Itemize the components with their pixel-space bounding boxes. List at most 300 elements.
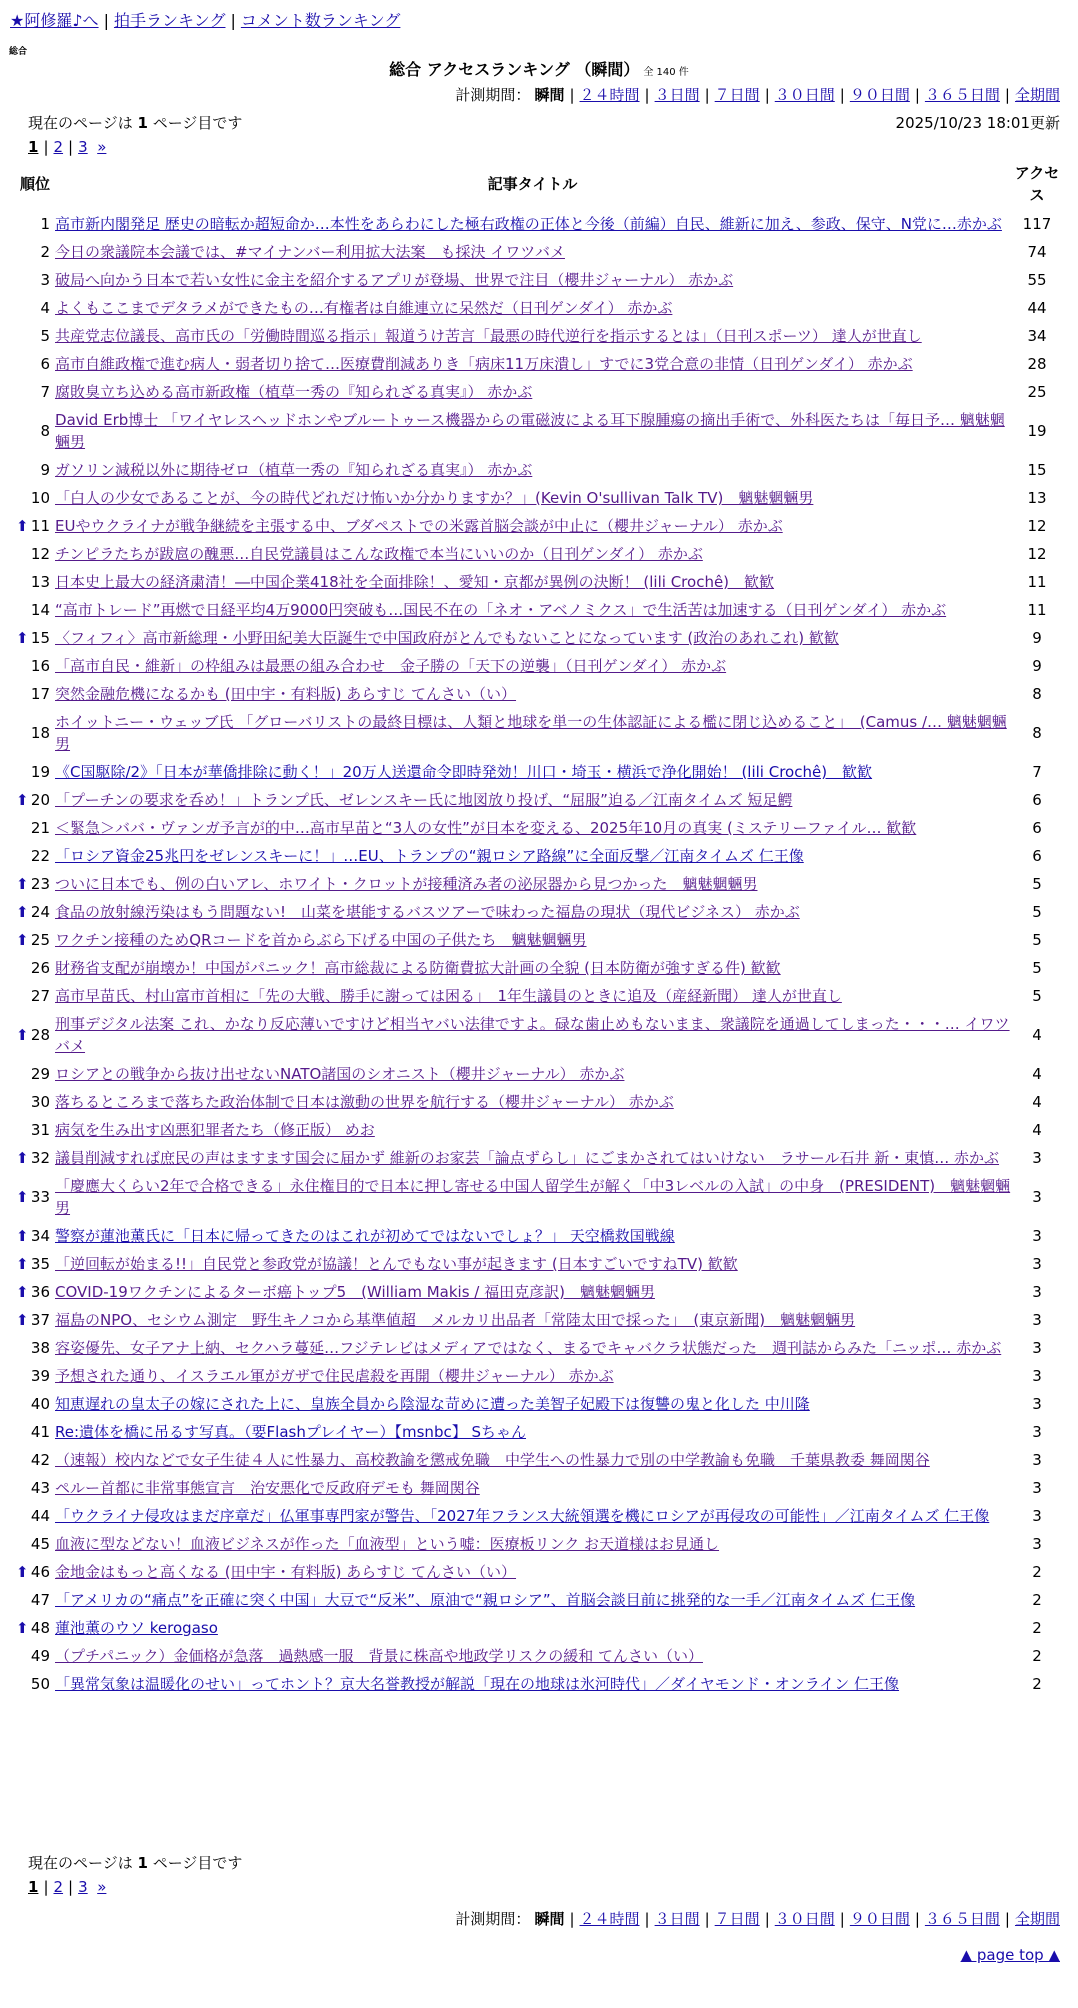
access-count: 2: [1032, 1675, 1042, 1693]
rank-change-cell: [16, 540, 28, 568]
article-link[interactable]: 〈フィフィ〉高市新総理・小野田紀美大臣誕生で中国政府がとんでもないことになっています (政治のあれこれ) 歓歓: [55, 629, 839, 647]
rank-change-cell: [16, 1642, 28, 1670]
access-count: 6: [1032, 847, 1042, 865]
table-row: [16, 1306, 1062, 1334]
title-cell: [53, 1250, 1012, 1278]
rank-number: 2: [40, 243, 51, 261]
up-arrow-icon: ⬆: [16, 1283, 29, 1301]
article-link[interactable]: “高市トレード”再燃で日経平均4万9000円突破も…国民不在の「ネオ・アベノミクス」で生活苦は加速する（日刊ゲンダイ） 赤かぶ: [55, 601, 947, 619]
access-count: 3: [1032, 1395, 1042, 1413]
access-count: 3: [1032, 1535, 1042, 1553]
title-cell: [53, 1278, 1012, 1306]
rank-change-cell: [16, 982, 28, 1010]
table-row: [16, 870, 1062, 898]
article-link[interactable]: 突然金融危機になるかも (田中宇・有料版) あらすじ てんさい（い）: [55, 685, 517, 703]
period-link-30d[interactable]: ３０日間: [774, 1910, 835, 1928]
article-link[interactable]: 食品の放射線汚染はもう問題ない! 山菜を堪能するバスツアーで味わった福島の現状（現代ビジネス） 赤かぶ: [55, 903, 800, 921]
article-link[interactable]: 蓮池薫のウソ kerogaso: [55, 1619, 218, 1637]
category-label: 総合: [9, 47, 28, 57]
rank-number: 28: [30, 1026, 51, 1044]
article-link[interactable]: 「ウクライナ侵攻はまだ序章だ」仏軍事専門家が警告、「2027年フランス大統領選を機にロシアが再侵攻の可能性」／江南タイムズ 仁王像: [55, 1507, 990, 1525]
table-row: [16, 512, 1062, 540]
table-row: [16, 266, 1062, 294]
rank-number: 9: [40, 461, 51, 479]
up-arrow-icon: ⬆: [16, 875, 29, 893]
article-link[interactable]: 病気を生み出す凶悪犯罪者たち（修正版） めお: [55, 1121, 375, 1139]
pager-current[interactable]: 1: [28, 138, 39, 156]
period-link-365d[interactable]: ３６５日間: [924, 86, 1000, 104]
title-cell: [53, 680, 1012, 708]
period-current: 瞬間: [534, 1910, 565, 1928]
article-link[interactable]: 高市新内閣発足 歴史の暗転か超短命か…本性をあらわにした極右政権の正体と今後（前編）自民、維新に加え、参政、保守、N党に…赤かぶ: [55, 215, 1002, 233]
article-link[interactable]: ペルー首都に非常事態宣言 治安悪化で反政府デモも 舞岡関谷: [55, 1479, 480, 1497]
period-link-all[interactable]: 全期間: [1014, 1910, 1060, 1928]
table-row: [16, 1172, 1062, 1222]
header-rank: 順位: [20, 175, 51, 193]
table-row: [16, 210, 1062, 238]
rank-number: 47: [30, 1591, 51, 1609]
table-row: [16, 1060, 1062, 1088]
table-row: [16, 954, 1062, 982]
rank-number: 30: [30, 1093, 51, 1111]
rank-change-cell: [16, 266, 28, 294]
article-link[interactable]: 《C国駆除/2》「日本が華僑排除に動く！」20万人送還命令即時発効！川口・埼玉・横浜で浄化開始！ (lili Crochê) 歓歓: [55, 763, 873, 781]
article-link[interactable]: 破局へ向かう日本で若い女性に金主を紹介するアプリが登場、世界で注目（櫻井ジャーナル） 赤かぶ: [55, 271, 734, 289]
article-link[interactable]: 「異常気象は温暖化のせい」ってホント？京大名誉教授が解説「現在の地球は氷河時代」／ダイヤモンド・オンライン 仁王像: [55, 1675, 900, 1693]
title-cell: [53, 708, 1012, 758]
up-arrow-icon: ⬆: [16, 1563, 29, 1581]
period-link-7d[interactable]: ７日間: [714, 86, 760, 104]
article-link[interactable]: Re:遺体を橋に吊るす写真。（要Flashプレイヤー）【msnbc】 Sちゃん: [55, 1423, 526, 1441]
rank-change-cell: [16, 484, 28, 512]
rank-number: 46: [30, 1563, 51, 1581]
title-cell: [53, 1088, 1012, 1116]
rank-number: 1: [40, 215, 51, 233]
access-count: 28: [1027, 355, 1047, 373]
rank-number: 48: [30, 1619, 51, 1637]
title-cell: [53, 758, 1012, 786]
nav-separator: |: [230, 11, 236, 30]
title-cell: [53, 1144, 1012, 1172]
up-arrow-icon: ⬆: [16, 1227, 29, 1245]
rank-number: 38: [30, 1339, 51, 1357]
access-count: 13: [1027, 489, 1047, 507]
access-count: 5: [1032, 987, 1042, 1005]
table-row: [16, 926, 1062, 954]
article-link[interactable]: 今日の衆議院本会議では、#マイナンバー利用拡大法案 も採決 イワツバメ: [55, 243, 565, 261]
access-count: 9: [1032, 657, 1042, 675]
nav-link-comment-ranking[interactable]: コメント数ランキング: [240, 11, 401, 30]
rank-number: 37: [30, 1311, 51, 1329]
title-cell: [53, 926, 1012, 954]
table-row: [16, 540, 1062, 568]
article-link[interactable]: 金地金はもっと高くなる (田中宇・有料版) あらすじ てんさい（い）: [55, 1563, 517, 1581]
table-row: [16, 1614, 1062, 1642]
title-cell: [53, 814, 1012, 842]
rank-number: 22: [30, 847, 51, 865]
access-count: 34: [1027, 327, 1047, 345]
table-row: [16, 568, 1062, 596]
table-row: [16, 1418, 1062, 1446]
access-count: 6: [1032, 791, 1042, 809]
title-cell: [53, 1010, 1012, 1060]
rank-number: 6: [40, 355, 51, 373]
rank-number: 11: [30, 517, 51, 535]
article-link[interactable]: ついに日本でも、例の白いアレ、ホワイト・クロットが接種済み者の泌尿器から見つかった 魑魅魍魎男: [55, 875, 758, 893]
period-link-90d[interactable]: ９０日間: [849, 1910, 910, 1928]
rank-number: 5: [40, 327, 51, 345]
table-row: [16, 1088, 1062, 1116]
article-link[interactable]: 議員削減すれば庶民の声はますます国会に届かず 維新のお家芸「論点ずらし」にごまかされてはいけない ラサール石井 新・東慎… 赤かぶ: [55, 1149, 1000, 1167]
up-arrow-icon: ⬆: [16, 1149, 29, 1167]
article-link[interactable]: 警察が蓮池薫氏に「日本に帰ってきたのはこれが初めてではないでしょ？」 天空橋救国戦線: [55, 1227, 675, 1245]
period-label: 計測期間：: [455, 1910, 531, 1928]
title-cell: [53, 898, 1012, 926]
rank-number: 34: [30, 1227, 51, 1245]
rank-number: 43: [30, 1479, 51, 1497]
table-row: [16, 758, 1062, 786]
up-arrow-icon: ⬆: [16, 1255, 29, 1273]
table-row: [16, 1390, 1062, 1418]
table-header-row: [16, 158, 1062, 210]
article-link[interactable]: EUやウクライナが戦争継続を主張する中、ブダペストでの米露首脳会談が中止に（櫻井ジャーナル） 赤かぶ: [55, 517, 783, 535]
rank-number: 23: [30, 875, 51, 893]
rank-change-cell: [16, 1362, 28, 1390]
table-row: [16, 350, 1062, 378]
table-row: [16, 1474, 1062, 1502]
rank-number: 20: [30, 791, 51, 809]
article-link[interactable]: 「プーチンの要求を呑め！」トランプ氏、ゼレンスキー氏に地図放り投げ、“屈服”迫る／江南タイムズ 短足鰐: [55, 791, 793, 809]
access-count: 2: [1032, 1591, 1042, 1609]
table-row: [16, 1446, 1062, 1474]
up-arrow-icon: ⬆: [16, 1026, 29, 1044]
pager-page-3[interactable]: 3: [78, 138, 88, 156]
article-link[interactable]: 共産党志位議長、高市氏の「労働時間巡る指示」報道うけ苦言「最悪の時代逆行を指示するとは」（日刊スポーツ） 達人が世直し: [55, 327, 922, 345]
access-count: 3: [1032, 1339, 1042, 1357]
article-link[interactable]: ガソリン減税以外に期待ゼロ（植草一秀の『知られざる真実』） 赤かぶ: [55, 461, 533, 479]
article-link[interactable]: 落ちるところまで落ちた政治体制で日本は激動の世界を航行する（櫻井ジャーナル） 赤かぶ: [55, 1093, 674, 1111]
rank-change-cell: [16, 210, 28, 238]
rank-number: 17: [30, 685, 51, 703]
up-arrow-icon: ⬆: [16, 1311, 29, 1329]
period-link-90d[interactable]: ９０日間: [849, 86, 910, 104]
rank-change-cell: [16, 1088, 28, 1116]
access-count: 4: [1032, 1093, 1042, 1111]
title-cell: [53, 870, 1012, 898]
title-cell: [53, 786, 1012, 814]
rank-number: 50: [30, 1675, 51, 1693]
article-link[interactable]: 腐敗臭立ち込める高市新政権（植草一秀の『知られざる真実』） 赤かぶ: [55, 383, 533, 401]
rank-number: 29: [30, 1065, 51, 1083]
rank-change-cell: [16, 350, 28, 378]
up-arrow-icon: ⬆: [16, 1188, 29, 1206]
table-row: [16, 1642, 1062, 1670]
article-link[interactable]: ホイットニー・ウェッブ氏 「グローバリストの最終目標は、人類と地球を単一の生体認証による檻に閉じ込めること」 (Camus /… 魑魅魍魎男: [55, 713, 1007, 753]
access-count: 3: [1032, 1367, 1042, 1385]
title-cell: [53, 540, 1012, 568]
article-link[interactable]: 高市早苗氏、村山富市首相に「先の大戦、勝手に謝っては困る」 1年生議員のときに追及（産経新聞） 達人が世直し: [55, 987, 842, 1005]
title-cell: [53, 512, 1012, 540]
access-count: 3: [1032, 1149, 1042, 1167]
period-selector-top: 計測期間： 瞬間 | ２４時間 | ３日間 | ７日間 | ３０日間 | ９０日間 | ３６５日間 | 全期間: [455, 86, 1060, 104]
title-cell: [53, 238, 1012, 266]
title-cell: [53, 652, 1012, 680]
rank-change-cell: [16, 708, 28, 758]
up-arrow-icon: ⬆: [16, 517, 29, 535]
title-cell: [53, 484, 1012, 512]
article-link[interactable]: 「高市自民・維新」の枠組みは最悪の組み合わせ 金子勝の「天下の逆襲」（日刊ゲンダイ） 赤かぶ: [55, 657, 727, 675]
rank-number: 31: [30, 1121, 51, 1139]
period-link-365d[interactable]: ３６５日間: [924, 1910, 1000, 1928]
rank-number: 35: [30, 1255, 51, 1273]
access-count: 2: [1032, 1647, 1042, 1665]
title-cell: [53, 406, 1012, 456]
table-row: [16, 842, 1062, 870]
rank-number: 7: [40, 383, 51, 401]
title-cell: [53, 1558, 1012, 1586]
access-count: 15: [1027, 461, 1047, 479]
table-row: [16, 1250, 1062, 1278]
article-link[interactable]: 容姿優先、女子アナ上納、セクハラ蔓延…フジテレビはメディアではなく、まるでキャバクラ状態だった 週刊誌からみた「ニッポ… 赤かぶ: [55, 1339, 1002, 1357]
title-cell: [53, 954, 1012, 982]
period-link-24h[interactable]: ２４時間: [579, 1910, 640, 1928]
access-count: 2: [1032, 1563, 1042, 1581]
rank-change-cell: [16, 758, 28, 786]
table-row: [16, 1558, 1062, 1586]
rank-number: 49: [30, 1647, 51, 1665]
article-link[interactable]: 予想された通り、イスラエル軍がガザで住民虐殺を再開（櫻井ジャーナル） 赤かぶ: [55, 1367, 614, 1385]
rank-number: 10: [30, 489, 51, 507]
rank-number: 25: [30, 931, 51, 949]
article-link[interactable]: David Erb博士 「ワイヤレスヘッドホンやブルートゥース機器からの電磁波による耳下腺腫瘍の摘出手術で、外科医たちは「毎日予… 魑魅魍魎男: [55, 411, 1005, 451]
article-link[interactable]: チンピラたちが跋扈の醜悪…自民党議員はこんな政権で本当にいいのか（日刊ゲンダイ） 赤かぶ: [55, 545, 703, 563]
pager-next[interactable]: »: [97, 138, 107, 156]
access-count: 3: [1032, 1188, 1042, 1206]
ranking-table: [16, 158, 1062, 1698]
up-arrow-icon: ⬆: [16, 903, 29, 921]
article-link[interactable]: 血液に型などない！血液ビジネスが作った「血液型」という嘘：医療板リンク お天道様はお見通し: [55, 1535, 720, 1553]
period-link-30d[interactable]: ３０日間: [774, 86, 835, 104]
period-current: 瞬間: [534, 86, 565, 104]
access-count: 74: [1027, 243, 1047, 261]
total-count: 全 140 件: [643, 67, 689, 78]
table-row: [16, 1278, 1062, 1306]
top-nav: [10, 9, 400, 33]
page-top-link[interactable]: ▲ page top ▲: [960, 1946, 1060, 1964]
rank-number: 27: [30, 987, 51, 1005]
title-cell: [53, 210, 1012, 238]
access-count: 12: [1027, 545, 1047, 563]
access-count: 117: [1022, 215, 1052, 233]
rank-change-cell: [16, 1670, 28, 1698]
article-link[interactable]: 日本史上最大の経済粛清！―中国企業418社を全面排除！、愛知・京都が異例の決断！ (lili Crochê) 歓歓: [55, 573, 775, 591]
rank-change-cell: [16, 238, 28, 266]
table-row: [16, 1334, 1062, 1362]
nav-link-asyura[interactable]: ★阿修羅♪へ: [10, 11, 99, 30]
period-link-7d[interactable]: ７日間: [714, 1910, 760, 1928]
ranking-heading: [0, 60, 1078, 83]
access-count: 11: [1027, 573, 1047, 591]
article-link[interactable]: 「白人の少女であることが、今の時代どれだけ怖いか分かりますか？」(Kevin O'sullivan Talk TV) 魑魅魍魎男: [55, 489, 814, 507]
article-link[interactable]: 高市自維政権で進む病人・弱者切り捨て…医療費削減ありき「病床11万床潰し」すでに3党合意の非情（日刊ゲンダイ） 赤かぶ: [55, 355, 913, 373]
table-row: [16, 294, 1062, 322]
rank-number: 19: [30, 763, 51, 781]
article-link[interactable]: ロシアとの戦争から抜け出せないNATO諸国のシオニスト（櫻井ジャーナル） 赤かぶ: [55, 1065, 625, 1083]
rank-change-cell: [16, 1116, 28, 1144]
article-link[interactable]: 「慶應大くらい2年で合格できる」永住権目的で日本に押し寄せる中国人留学生が解く「中3レベルの入試」の中身 (PRESIDENT) 魑魅魍魎男: [55, 1177, 1011, 1217]
pager-next[interactable]: »: [97, 1878, 107, 1896]
title-cell: [53, 266, 1012, 294]
rank-number: 26: [30, 959, 51, 977]
access-count: 6: [1032, 819, 1042, 837]
access-count: 9: [1032, 629, 1042, 647]
article-link[interactable]: （プチパニック）金価格が急落 過熱感一服 背景に株高や地政学リスクの緩和 てんさい（い）: [55, 1647, 703, 1665]
title-cell: [53, 1172, 1012, 1222]
rank-change-cell: [16, 294, 28, 322]
rank-number: 33: [30, 1188, 51, 1206]
title-cell: [53, 1306, 1012, 1334]
access-count: 3: [1032, 1507, 1042, 1525]
article-link[interactable]: （速報）校内などで女子生徒４人に性暴力、高校教諭を懲戒免職 中学生への性暴力で別の中学教諭も免職 千葉県教委 舞岡関谷: [55, 1451, 930, 1469]
table-row: [16, 786, 1062, 814]
access-count: 3: [1032, 1479, 1042, 1497]
article-link[interactable]: 「逆回転が始まる!!」自民党と参政党が協議！とんでもない事が起きます (日本すごいですねTV) 歓歓: [55, 1255, 738, 1273]
title-cell: [53, 1670, 1012, 1698]
rank-change-cell: [16, 1474, 28, 1502]
access-count: 12: [1027, 517, 1047, 535]
table-row: [16, 1502, 1062, 1530]
rank-number: 21: [30, 819, 51, 837]
ranking-rows: [16, 210, 1062, 1698]
rank-change-cell: [16, 814, 28, 842]
rank-number: 8: [40, 422, 51, 440]
title-cell: [53, 1530, 1012, 1558]
title-cell: [53, 1502, 1012, 1530]
title-cell: [53, 1334, 1012, 1362]
rank-change-cell: [16, 596, 28, 624]
access-count: 5: [1032, 931, 1042, 949]
rank-change-cell: [16, 652, 28, 680]
access-count: 5: [1032, 903, 1042, 921]
rank-number: 40: [30, 1395, 51, 1413]
period-link-24h[interactable]: ２４時間: [579, 86, 640, 104]
access-count: 3: [1032, 1311, 1042, 1329]
access-count: 4: [1032, 1121, 1042, 1139]
table-row: [16, 1144, 1062, 1172]
article-link[interactable]: 刑事デジタル法案 これ、かなり反応薄いですけど相当ヤバい法律ですよ。碌な歯止めもないまま、衆議院を通過してしまった・・・… イワツバメ: [55, 1015, 1010, 1055]
title-cell: [53, 456, 1012, 484]
rank-change-cell: [16, 1418, 28, 1446]
pager-page-2[interactable]: 2: [53, 138, 64, 156]
article-link[interactable]: よくもここまでデタラメができたもの…有権者は自維連立に呆然だ（日刊ゲンダイ） 赤かぶ: [55, 299, 673, 317]
updated-timestamp: 2025/10/23 18:01更新: [895, 114, 1060, 132]
rank-number: 18: [30, 724, 51, 742]
table-row: [16, 1586, 1062, 1614]
access-count: 44: [1027, 299, 1047, 317]
article-link[interactable]: 財務省支配が崩壊か！中国がパニック！高市総裁による防衛費拡大計画の全貌 (日本防衛が強すぎる件) 歓歓: [55, 959, 781, 977]
table-row: [16, 1116, 1062, 1144]
table-row: [16, 1362, 1062, 1390]
article-link[interactable]: ワクチン接種のためQRコードを首からぶら下げる中国の子供たち 魑魅魍魎男: [55, 931, 587, 949]
rank-number: 36: [30, 1283, 51, 1301]
table-row: [16, 456, 1062, 484]
pager-current[interactable]: 1: [28, 1878, 39, 1896]
article-link[interactable]: 知恵遅れの皇太子の嫁にされた上に、皇族全員から陰湿な苛めに遭った美智子妃殿下は復讐の鬼と化した 中川隆: [55, 1395, 810, 1413]
table-row: [16, 406, 1062, 456]
article-link[interactable]: ＜緊急＞ババ・ヴァンガ予言が的中…高市早苗と“3人の女性”が日本を変える、2025年10月の真実 (ミステリーファイル… 歓歓: [55, 819, 917, 837]
access-count: 55: [1027, 271, 1047, 289]
table-row: [16, 1010, 1062, 1060]
rank-number: 16: [30, 657, 51, 675]
period-link-3d[interactable]: ３日間: [654, 86, 700, 104]
title-cell: [53, 596, 1012, 624]
access-count: 8: [1032, 685, 1042, 703]
rank-change-cell: [16, 1060, 28, 1088]
period-link-3d[interactable]: ３日間: [654, 1910, 700, 1928]
header-title: 記事タイトル: [487, 175, 578, 193]
title-cell: [53, 1362, 1012, 1390]
title-cell: [53, 378, 1012, 406]
title-cell: [53, 1060, 1012, 1088]
access-count: 2: [1032, 1619, 1042, 1637]
access-count: 5: [1032, 875, 1042, 893]
rank-change-cell: [16, 1390, 28, 1418]
rank-number: 3: [40, 271, 51, 289]
rank-number: 24: [30, 903, 51, 921]
title-cell: [53, 1586, 1012, 1614]
table-row: [16, 322, 1062, 350]
article-link[interactable]: 「アメリカの“痛点”を正確に突く中国」大豆で“反米”、原油で“親ロシア”、首脳会談目前に挑発的な一手／江南タイムズ 仁王像: [55, 1591, 916, 1609]
access-count: 8: [1032, 724, 1042, 742]
nav-separator: |: [103, 11, 109, 30]
table-row: [16, 378, 1062, 406]
up-arrow-icon: ⬆: [16, 629, 29, 647]
rank-change-cell: [16, 568, 28, 596]
page-info-top: 現在のページは 1 ページ目です: [28, 114, 243, 132]
period-link-all[interactable]: 全期間: [1014, 86, 1060, 104]
page-info-bottom: 現在のページは 1 ページ目です: [28, 1854, 243, 1872]
article-link[interactable]: 福島のNPO、セシウム測定 野生キノコから基準値超 メルカリ出品者「常陸太田で採った」 (東京新聞) 魑魅魍魎男: [55, 1311, 856, 1329]
nav-link-applause-ranking[interactable]: 拍手ランキング: [113, 11, 226, 30]
title-cell: [53, 1116, 1012, 1144]
access-count: 3: [1032, 1227, 1042, 1245]
table-row: [16, 814, 1062, 842]
access-count: 3: [1032, 1423, 1042, 1441]
pager-page-3[interactable]: 3: [78, 1878, 88, 1896]
title-cell: [53, 842, 1012, 870]
article-link[interactable]: COVID-19ワクチンによるターボ癌トップ5 (William Makis / 福田克彦訳) 魑魅魍魎男: [55, 1283, 655, 1301]
rank-change-cell: [16, 1586, 28, 1614]
title-cell: [53, 1390, 1012, 1418]
rank-number: 39: [30, 1367, 51, 1385]
access-count: 4: [1032, 1026, 1042, 1044]
table-row: [16, 1222, 1062, 1250]
access-count: 19: [1027, 422, 1047, 440]
access-count: 7: [1032, 763, 1042, 781]
table-row: [16, 708, 1062, 758]
access-count: 11: [1027, 601, 1047, 619]
title-cell: [53, 1474, 1012, 1502]
article-link[interactable]: 「ロシア資金25兆円をゼレンスキーに！」…EU、トランプの“親ロシア路線”に全面反撃／江南タイムズ 仁王像: [55, 847, 804, 865]
rank-change-cell: [16, 680, 28, 708]
table-row: [16, 1670, 1062, 1698]
rank-change-cell: [16, 456, 28, 484]
title-cell: [53, 322, 1012, 350]
title-cell: [53, 294, 1012, 322]
rank-number: 42: [30, 1451, 51, 1469]
pager-page-2[interactable]: 2: [53, 1878, 64, 1896]
rank-change-cell: [16, 1502, 28, 1530]
